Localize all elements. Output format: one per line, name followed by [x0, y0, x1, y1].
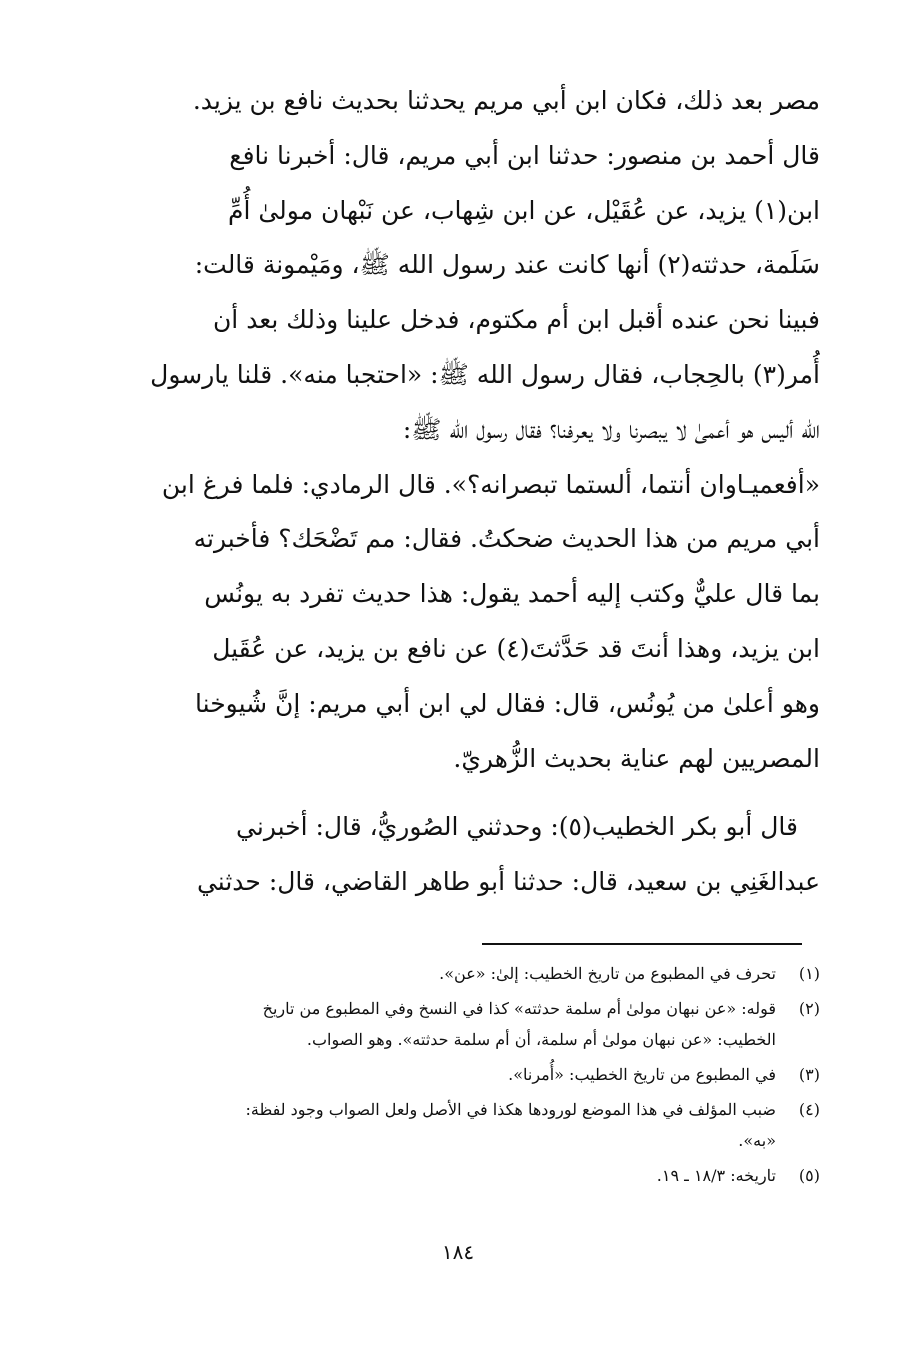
footnote	[100, 1094, 820, 1156]
footnote	[100, 1059, 820, 1090]
footnote-line: في المطبوع من تاريخ الخطيب: «أُمرنا».	[508, 1065, 776, 1084]
text-line: أبي مريم من هذا الحديث ضحكتُ. فقال: مم تَضْحَك؟ فأخبرته	[193, 524, 820, 554]
footnote-number: (١)	[798, 964, 820, 983]
footnotes	[100, 958, 820, 1191]
footnote	[100, 1160, 820, 1191]
paragraph-gap	[92, 786, 820, 800]
text-line: ابن(١) يزيد، عن عُقَيْل، عن ابن شِهاب، عن نَبْهان مولىٰ أُمِّ	[227, 195, 820, 225]
footnote-text	[100, 1160, 776, 1191]
footnote-text	[100, 993, 776, 1055]
text-line: قال أحمد بن منصور: حدثنا ابن أبي مريم، قال: أخبرنا نافع	[229, 140, 820, 170]
footnote-text	[100, 958, 776, 989]
footnote-text	[100, 1094, 776, 1156]
footnote-line: تحرف في المطبوع من تاريخ الخطيب: إلىٰ: «عن».	[439, 964, 776, 983]
footnote-line: الخطيب: «عن نبهان مولىٰ أم سلمة، أن أم سلمة حدثته». وهو الصواب.	[306, 1030, 776, 1049]
main-text	[92, 74, 820, 910]
footnote-separator	[482, 943, 802, 945]
footnote	[100, 958, 820, 989]
text-line: بما قال عليٌّ وكتب إليه أحمد يقول: هذا حديث تفرد به يونُس	[204, 579, 820, 609]
text-line: عبدالغَنِي بن سعيد، قال: حدثنا أبو طاهر القاضي، قال: حدثني	[196, 867, 820, 897]
text-line: ابن يزيد، وهذا أنتَ قد حَدَّثتَ(٤) عن نافع بن يزيد، عن عُقَيل	[212, 633, 820, 663]
footnote	[100, 993, 820, 1055]
footnote-number: (٤)	[798, 1100, 820, 1119]
text-line: سَلَمة، حدثته(٢) أنها كانت عند رسول الله ﷺ، ومَيْمونة قالت:	[194, 250, 820, 280]
footnote-line: تاريخه: ١٨/٣ ـ ١٩.	[656, 1166, 776, 1185]
footnote-number: (٢)	[798, 999, 820, 1018]
footnote-text	[100, 1059, 776, 1090]
text-line: مصر بعد ذلك، فكان ابن أبي مريم يحدثنا بحديث نافع بن يزيد.	[192, 86, 820, 115]
text-line: قال أبو بكر الخطيب(٥): وحدثني الصُوريُّ، قال: أخبرني	[236, 812, 798, 842]
text-line: الله أليس هو أعمىٰ لا يبصرنا ولا يعرفنا؟ فقال رسول الله ﷺ:	[402, 414, 820, 444]
text-line: المصريين لهم عناية بحديث الزُّهريّ.	[453, 743, 820, 773]
footnote-line: قوله: «عن نبهان مولىٰ أم سلمة حدثته» كذا في النسخ وفي المطبوع من تاريخ	[262, 999, 776, 1018]
footnote-line: ضبب المؤلف في هذا الموضع لورودها هكذا في الأصل ولعل الصواب وجود لفظة:	[245, 1100, 776, 1119]
footnote-line: «به».	[738, 1131, 776, 1150]
footnote-number: (٥)	[798, 1166, 820, 1185]
text-line: فبينا نحن عنده أقبل ابن أم مكتوم، فدخل علينا وذلك بعد أن	[212, 305, 820, 335]
text-line: وهو أعلىٰ من يُونُس، قال: فقال لي ابن أبي مريم: إنَّ شُيوخنا	[195, 688, 820, 718]
footnote-number: (٣)	[798, 1065, 820, 1084]
text-line: «أفعميـاوان أنتما، ألستما تبصرانه؟». قال الرمادي: فلما فرغ ابن	[161, 469, 820, 499]
page-number: ١٨٤	[441, 1240, 475, 1264]
text-line: أُمر(٣) بالحِجاب، فقال رسول الله ﷺ: «احتجبا منه». قلنا يارسول	[150, 359, 820, 389]
